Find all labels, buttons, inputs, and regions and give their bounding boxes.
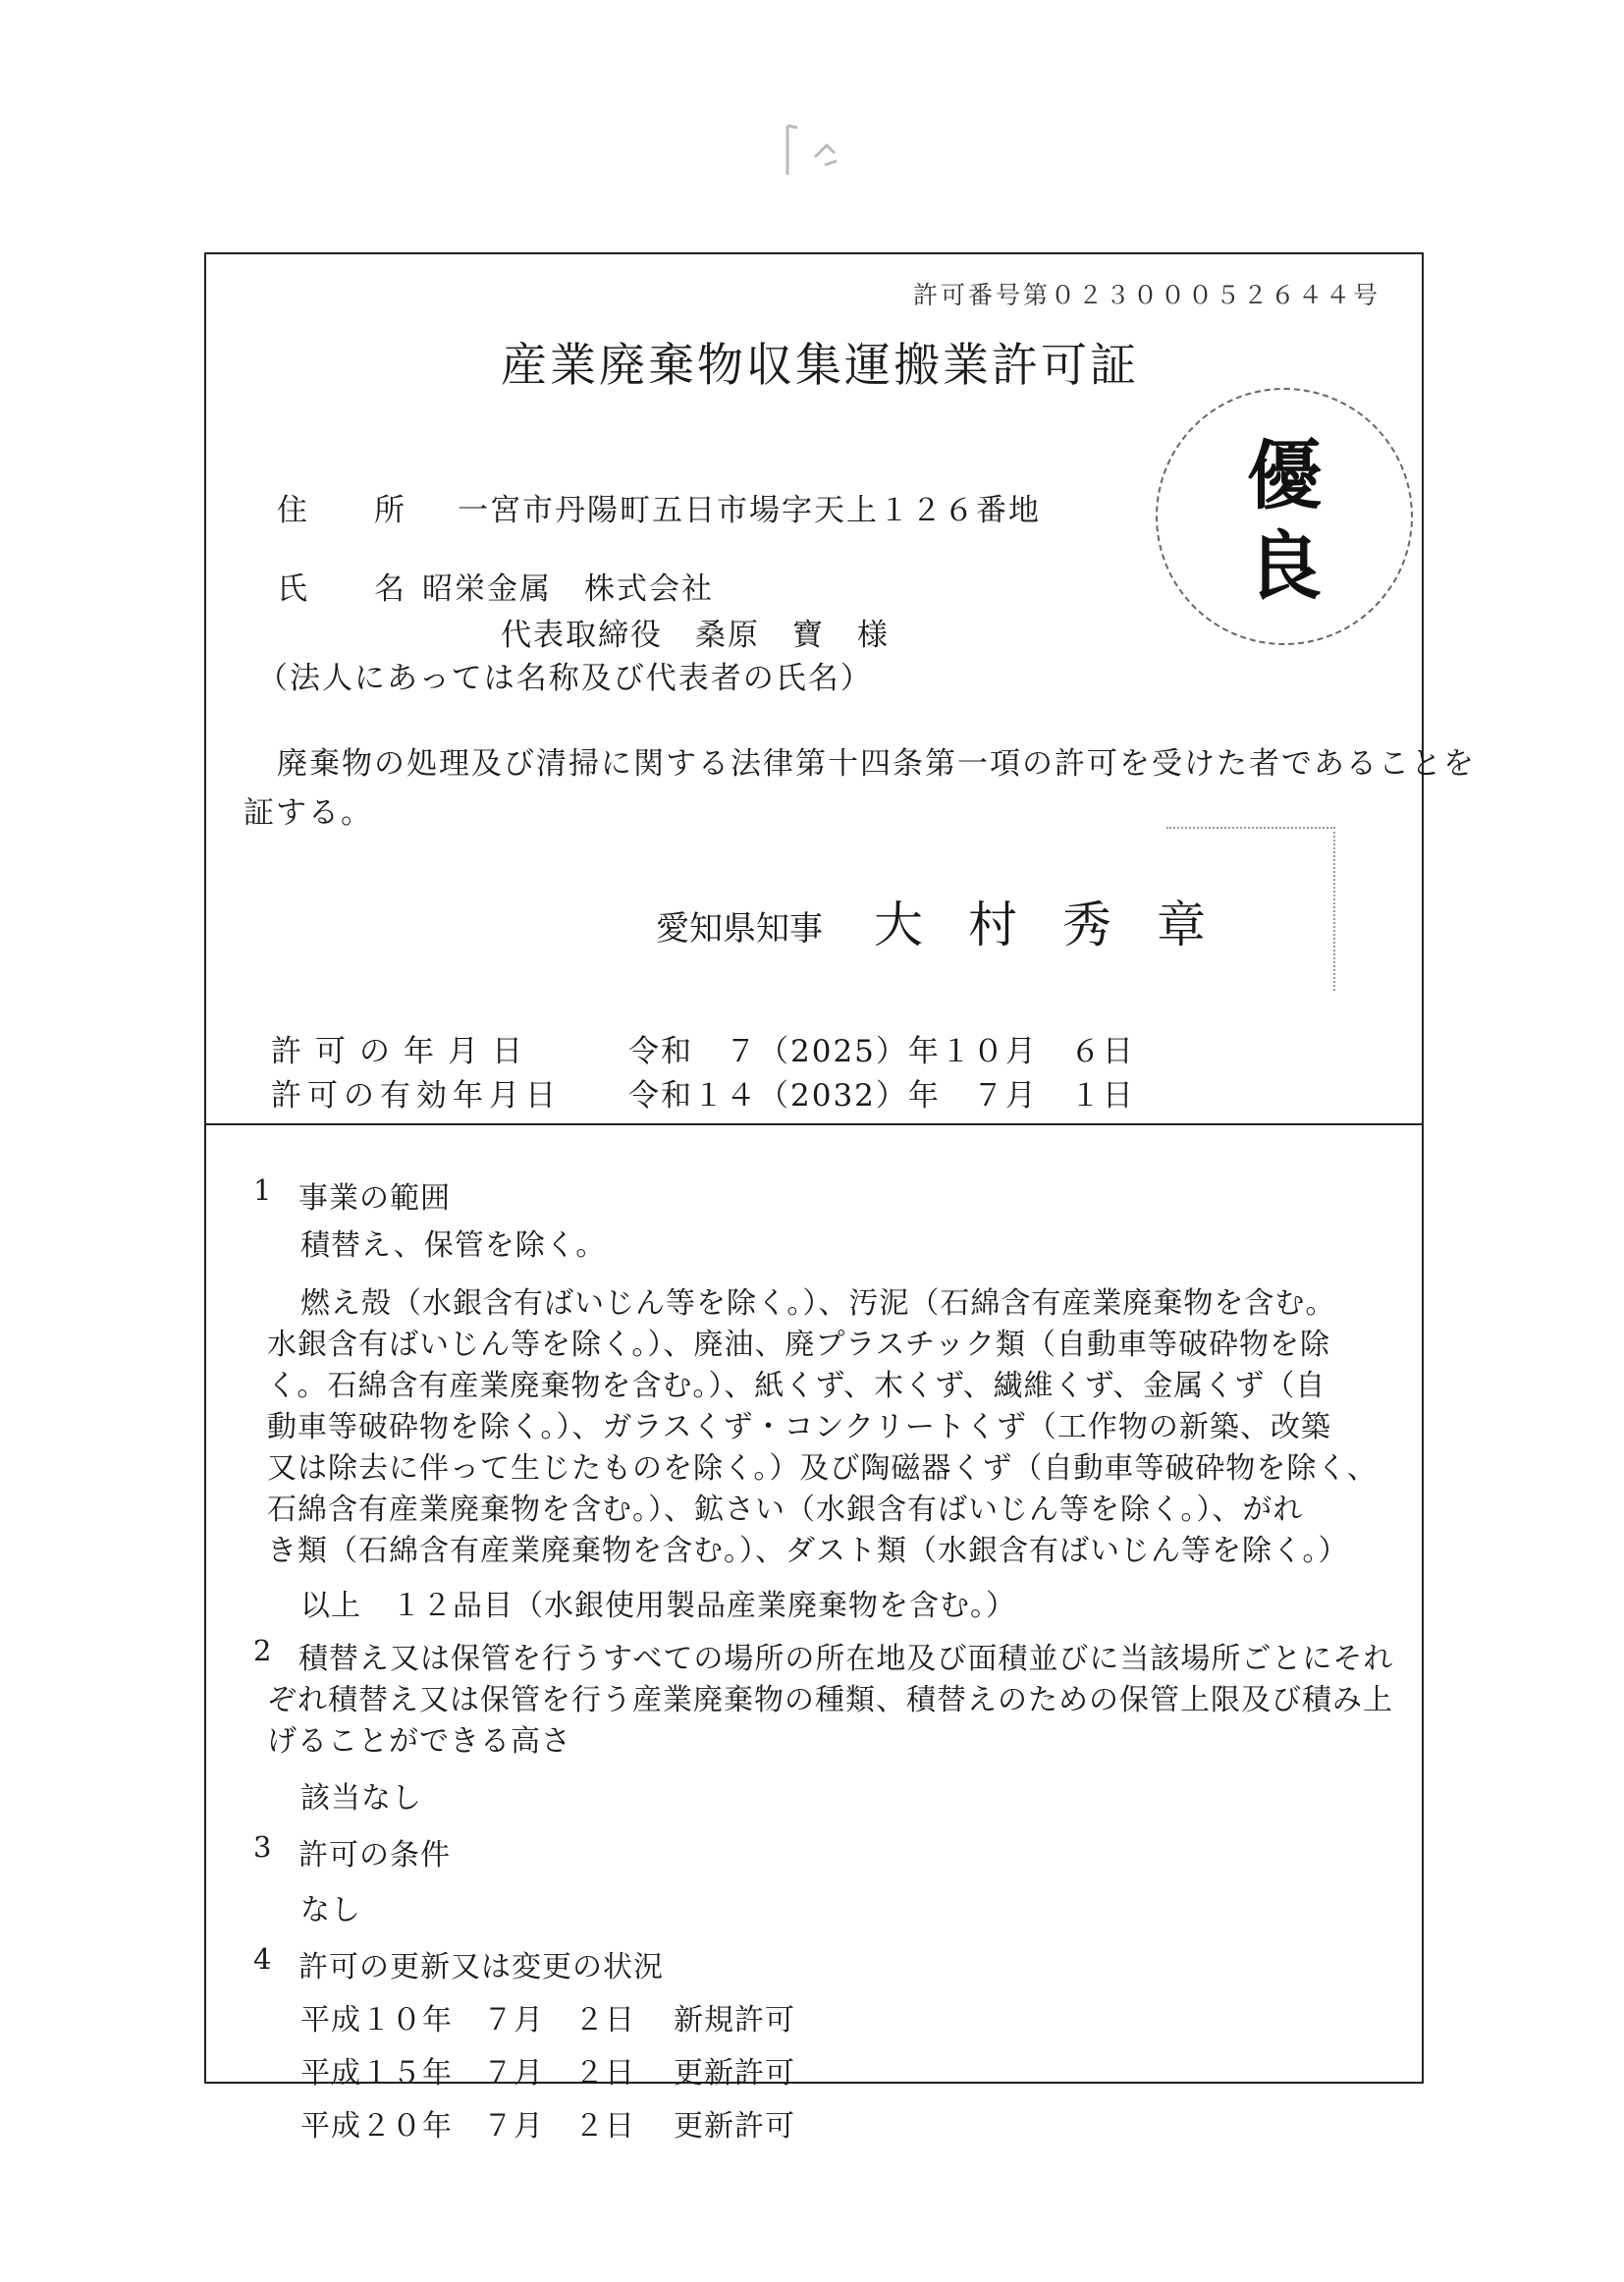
history-type: 新規許可	[674, 2003, 795, 2038]
section-2-number: 2	[253, 1634, 272, 1667]
section-2-value: 該当なし	[300, 1781, 422, 1816]
scope-line: 燃え殻（水銀含有ばいじん等を除く。）、汚泥（石綿含有産業廃棄物を含む。	[300, 1286, 1336, 1321]
expiry-date-label: 許可の有効年月日	[271, 1078, 562, 1114]
section-1-title: 事業の範囲	[298, 1181, 451, 1216]
scope-line: 石綿含有産業廃棄物を含む。）、鉱さい（水銀含有ばいじん等を除く。）、がれ	[267, 1493, 1304, 1527]
section-1-number: 1	[253, 1173, 272, 1207]
holder-note: （法人にあっては名称及び代表者の氏名）	[257, 661, 873, 696]
permit-date-label: 許可の年月日	[271, 1034, 536, 1069]
history-date: 平成２０年 ７月 ２日	[300, 2109, 635, 2144]
history-type: 更新許可	[674, 2109, 795, 2144]
scope-total: 以上 １２品目（水銀使用製品産業廃棄物を含む。）	[300, 1589, 1016, 1623]
section-2-line: 積替え又は保管を行うすべての場所の所在地及び面積並びに当該場所ごとにそれ	[298, 1642, 1394, 1676]
section-3-number: 3	[253, 1830, 272, 1864]
scope-line: き類（石綿含有産業廃棄物を含む。）、ダスト類（水銀含有ばいじん等を除く。）	[267, 1534, 1349, 1568]
section-1-note: 積替え、保管を除く。	[300, 1228, 607, 1263]
section-3-value: なし	[300, 1893, 361, 1928]
scope-line: く。石綿含有産業廃棄物を含む。）、紙くず、木くず、繊維くず、金属くず（自	[267, 1369, 1326, 1403]
expiry-date-value: 令和１４（2032）年 ７月 １日	[628, 1078, 1135, 1114]
company-name: 昭栄金属 株式会社	[422, 571, 714, 607]
section-2-line: ぞれ積替え又は保管を行う産業廃棄物の種類、積替えのための保管上限及び積み上	[267, 1683, 1393, 1717]
address-value: 一宮市丹陽町五日市場字天上１２６番地	[458, 493, 1041, 528]
issuer-title: 愛知県知事	[656, 909, 823, 949]
certificate-title: 産業廃棄物収集運搬業許可証	[501, 339, 1139, 393]
address-label: 住 所	[277, 493, 406, 528]
issuer-name: 大村秀章	[874, 896, 1251, 953]
section-2-line: げることができる高さ	[267, 1724, 571, 1759]
seal-char-1: 優	[1247, 432, 1322, 519]
scope-line: 水銀含有ばいじん等を除く。）、廃油、廃プラスチック類（自動車等破砕物を除	[267, 1328, 1330, 1362]
history-type: 更新許可	[674, 2056, 795, 2091]
certification-line-2: 証する。	[244, 795, 373, 831]
permit-date-value: 令和 ７（2025）年１０月 ６日	[628, 1034, 1135, 1069]
section-3-title: 許可の条件	[298, 1838, 451, 1873]
scan-mark-icon	[776, 118, 864, 187]
scope-line: 動車等破砕物を除く。）、ガラスくず・コンクリートくず（工作物の新築、改築	[267, 1410, 1331, 1444]
section-divider	[204, 1123, 1424, 1125]
permit-number: 許可番号第０２３０００５２６４４号	[913, 281, 1381, 309]
history-date: 平成１５年 ７月 ２日	[300, 2056, 635, 2091]
section-4-number: 4	[253, 1942, 272, 1976]
seal-char-2: 良	[1247, 522, 1322, 610]
representative-name: 代表取締役 桑原 寶 様	[501, 618, 890, 653]
scope-line: 又は除去に伴って生じたものを除く。）及び陶磁器くず（自動車等破砕物を除く、	[267, 1451, 1378, 1486]
section-4-title: 許可の更新又は変更の状況	[298, 1950, 664, 1984]
history-date: 平成１０年 ７月 ２日	[300, 2003, 635, 2038]
excellent-seal	[1156, 388, 1413, 645]
certification-line-1: 廃棄物の処理及び清掃に関する法律第十四条第一項の許可を受けた者であることを	[277, 746, 1476, 782]
name-label: 氏 名	[277, 571, 406, 607]
